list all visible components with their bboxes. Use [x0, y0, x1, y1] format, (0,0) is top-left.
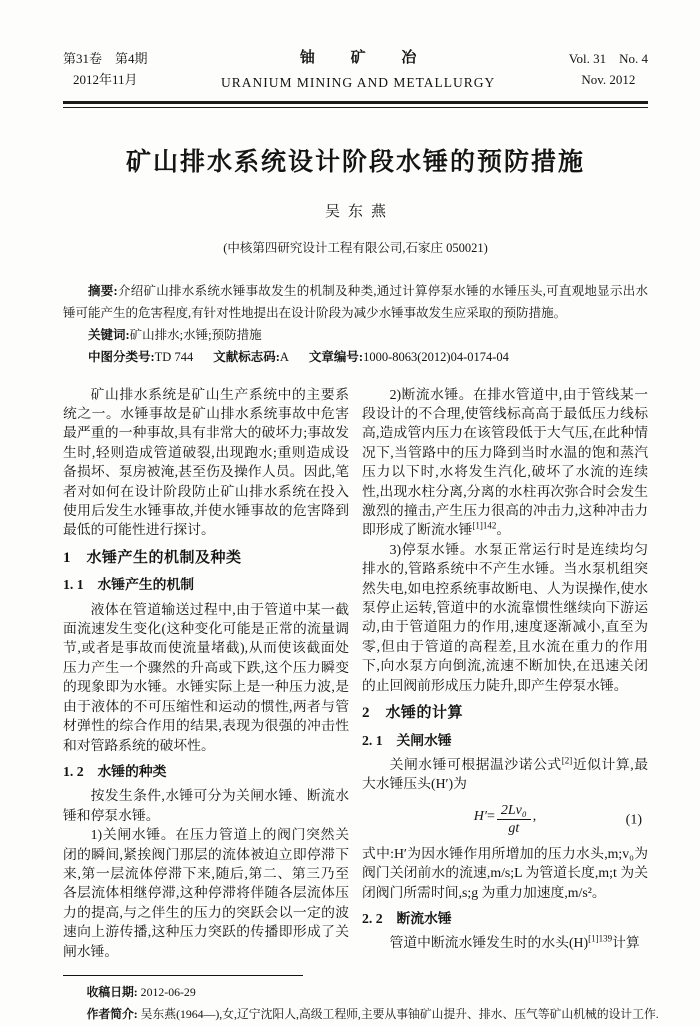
received-date-line: [63, 982, 648, 1004]
issue-date-cn: 2012年11月: [72, 71, 138, 87]
section-2-2-text: 管道中断流水锤发生时的水头(H): [389, 935, 589, 951]
section-1-2-heading: 1. 2 水锤的种类: [63, 763, 167, 779]
issue-date-en: Nov. 2012: [581, 71, 636, 87]
right-column: [362, 385, 648, 961]
abstract-paragraph: [63, 280, 648, 325]
journal-header: [63, 46, 648, 94]
column-separation-text: 2)断流水锤。在排水管道中,由于管线某一段设计的不合理,使管线标高高于最低压力线标高,造成管内压力在该管段低于大气压,在此种情况下,当管路中的压力降到当时水温的饱和蒸汽压力以下时,水将发生汽化,破坏了水流的连续性,出现水柱分离,分离的水柱再次弥合时会发生激烈的撞击,产生压力很高的冲击力,这种冲击力即形成了断流水锤: [362, 386, 648, 538]
variable-definitions-paragraph: 式中:H′为因水锤作用所增加的压力水头,m;v₀为阀门关闭前水的流速,m/s;L 为管道长度,m;t 为关闭阀门所需时间,s;g 为重力加速度,m/s²。: [362, 845, 648, 900]
article-id-value: 1000-8063(2012)04-0174-04: [363, 350, 509, 365]
left-column: [63, 385, 349, 961]
equation-comma: ,: [532, 808, 537, 824]
footnote-block: [63, 975, 659, 1026]
article-title: 矿山排水系统设计阶段水锤的预防措施: [125, 148, 585, 176]
section-1-1-heading: 1. 1 水锤产生的机制: [63, 577, 195, 593]
column-separation-period: 。: [496, 522, 511, 538]
header-journal-title: [148, 46, 569, 94]
citation-2: [2]: [561, 755, 573, 766]
footnote-rule: [63, 975, 303, 976]
section-2-1-heading: 2. 1 关闸水锤: [362, 732, 452, 748]
pump-stop-hammer-paragraph: 3)停泵水锤。水泵正常运行时是连续均匀排水的,管路系统中不产生水锤。当水泵机组突然失电,如电控系统事故断电、人为误操作,使水泵停止运转,管道中的水流靠惯性继续向下游运动,由于管道阻力的作用,速度逐渐减小,直至为零,但由于管道的高程差,且水流在重力的作用下,向水泵方向倒流,流速不断加快,在迅速关闭的止回阀前形成压力陡升,即产生停泵水锤。: [362, 541, 648, 693]
equation-fraction: [497, 802, 531, 838]
received-date-value: 2012-06-29: [140, 984, 196, 999]
clc-label: 中图分类号:: [88, 350, 155, 365]
valve-closure-hammer-paragraph: 1)关闸水锤。在压力管道上的阀门突然关闭的瞬间,紧挨阀门那层的流体被迫立即停滞下来,第一层流体停滞下来,随后,第二、第三乃至各层流体相继停滞,这种停滞将伴随各层流体压力的提高,与之伴生的压力的突跃会以一定的波速向上游传播,这种压力突跃的传播即形成了关闸水锤。: [63, 827, 349, 959]
equation-number: (1): [625, 812, 642, 828]
equation-lhs: H′: [473, 808, 487, 824]
doc-code-value: A: [279, 350, 289, 365]
header-issue-en: [569, 49, 648, 91]
equation-1: [362, 802, 648, 838]
abstract-text: 介绍矿山排水系统水锤事故发生的机制及种类,通过计算停泵水锤的水锤压头,可直观地显示出水锤可能产生的危害程度,有针对性地提出在设计阶段为减少水锤事故发生应采取的预防措施。: [63, 283, 648, 320]
intro-paragraph: 矿山排水系统是矿山生产系统中的主要系统之一。水锤事故是矿山排水系统事故中危害最严重的一种事故,具有非常大的破坏力;事故发生时,轻则造成管道破裂,出现跑水;重则造成设备损坏、泵房被淹,甚至伤及操作人员。因此,笔者对如何在设计阶段防止矿山排水系统在投入使用后发生水锤事故,并使水锤事故的危害降到最低的可能性进行探讨。: [63, 386, 349, 538]
issue-volume-en: Vol. 31 No. 4: [568, 51, 648, 66]
equation-equals: =: [486, 808, 495, 824]
article-author: 吴东燕: [324, 203, 394, 220]
section-1-2-paragraph: 按发生条件,水锤可分为关闸水锤、断流水锤和停泵水锤。: [63, 788, 349, 823]
body-columns: [63, 385, 648, 961]
received-date-label: 收稿日期:: [86, 984, 138, 999]
abstract-block: [63, 280, 648, 369]
section-2-2-tail: 计算: [612, 935, 640, 951]
journal-title-en: URANIUM MINING AND METALLURGY: [221, 75, 496, 90]
equation-numerator: 2Lv₀: [497, 802, 531, 821]
journal-title-cn: 铀 矿 冶: [299, 50, 433, 66]
header-issue-cn: [63, 49, 148, 91]
equation-denominator: gt: [508, 821, 520, 837]
section-2-2-paragraph: [362, 933, 648, 952]
abstract-label: 摘要:: [88, 283, 118, 298]
keywords-label: 关键词:: [88, 328, 130, 343]
classification-line: [63, 346, 648, 368]
author-bio-text: 吴东燕(1964—),女,辽宁沈阳人,高级工程师,主要从事铀矿山提升、排水、压气等矿山机械的设计工作.: [140, 1006, 659, 1021]
keywords-text: 矿山排水;水锤;预防措施: [129, 328, 262, 343]
section-2-heading: 2 水锤的计算: [362, 705, 464, 722]
formula-intro-tail: 近似计算,最大水锤压头(H′)为: [362, 756, 649, 792]
citation-1-142: [1]142: [472, 520, 497, 531]
article-affiliation: (中核第四研究设计工程有限公司,石家庄 050021): [223, 240, 488, 255]
formula-intro-paragraph: [362, 755, 648, 794]
clc-value: TD 744: [154, 350, 194, 365]
header-double-rule: [63, 101, 648, 108]
section-1-1-paragraph: 液体在管道输送过程中,由于管道中某一截面流速发生变化(这种变化可能是正常的流量调节,或者是事故而使流量堵截),从而使该截面处压力产生一个骤然的升高或下跌,这个压力瞬变的现象即为水锤。水锤实际上是一种压力波,是由于液体的不可压缩性和运动的惯性,两者与管材弹性的综合作用的结果,表现为很强的冲击性和对管路系统的破坏性。: [63, 601, 349, 753]
section-1-heading: 1 水锤产生的机制及种类: [63, 549, 242, 566]
keywords-line: [63, 324, 648, 346]
author-bio-line: [63, 1004, 659, 1026]
author-bio-label: 作者简介:: [86, 1006, 138, 1021]
article-id-label: 文章编号:: [308, 350, 364, 365]
section-2-2-heading: 2. 2 断流水锤: [362, 910, 452, 926]
column-separation-hammer-paragraph: [362, 385, 648, 540]
citation-1-139: [1]139: [588, 933, 613, 944]
formula-intro-text: 关闸水锤可根据温沙诺公式: [389, 756, 562, 772]
doc-code-label: 文献标志码:: [213, 350, 280, 365]
issue-volume-cn: 第31卷 第4期: [63, 51, 148, 66]
